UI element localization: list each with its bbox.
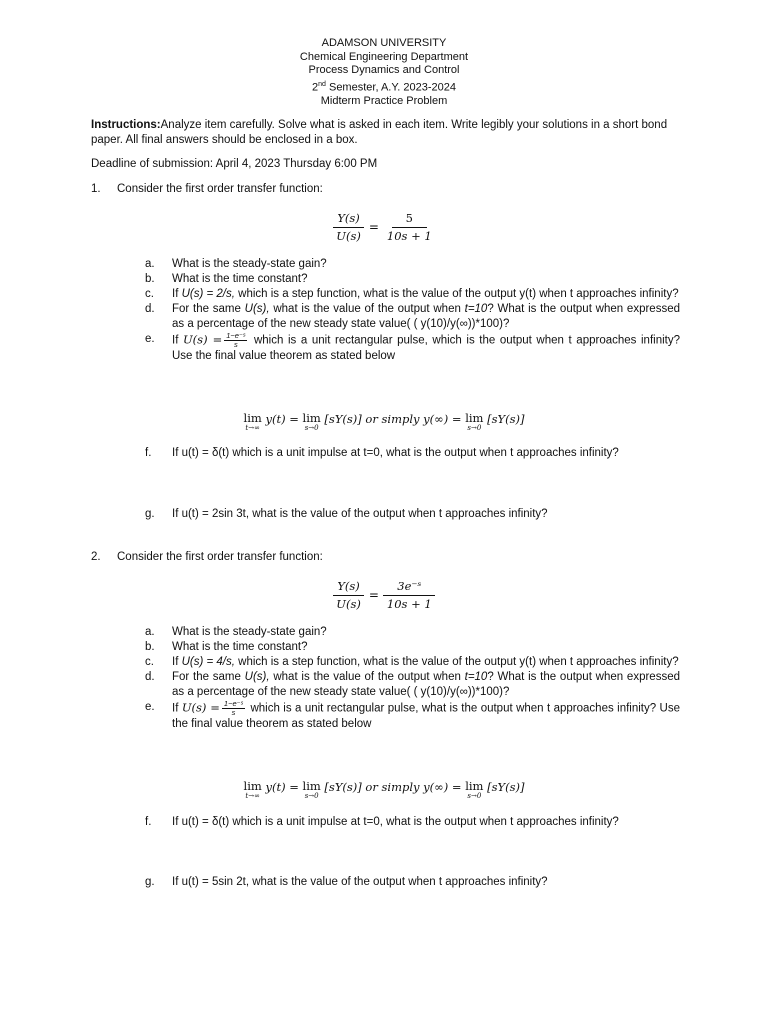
question-1e: e. If U(s) = $\frac{\text{1−e⁻ˢ}}{s}$ which is a unit rectangular pulse, which is the output when t approaches infinity? Use the final value theorem as stated below [145,331,680,362]
question-2d: d. For the same U(s), what is the value of the output when t=10? What is the output when expressed as a percentage of the new steady state value( ( y(10)/y(∞))*100)? [145,671,680,698]
deadline: Deadline of submission: April 4, 2023 Thursday 6:00 PM [91,158,378,170]
question-1d: d. For the same U(s), what is the value of the output when t=10? What is the output when expressed as a percentage of the new steady state value( ( y(10)/y(∞))*100)? [145,303,680,330]
question-1-intro: 1. Consider the first order transfer function: [91,183,323,195]
question-2b: b. What is the time constant? [145,641,308,653]
question-1-transfer-function: $\frac{Y(s)}{U(s)}$ = $\frac{5}{10s + 1}$ [0,211,768,244]
university-name: ADAMSON UNIVERSITY [321,37,447,49]
question-2f: f. If u(t) = δ(t) which is a unit impulse at t=0, what is the output when t approaches infinity? [145,816,619,828]
question-1-items [145,257,680,364]
question-1a: a. What is the steady-state gain? [145,258,327,270]
document-title: Midterm Practice Problem [320,94,448,107]
question-2a: a. What is the steady-state gain? [145,626,327,638]
question-2-intro: 2. Consider the first order transfer function: [91,551,323,563]
question-2-final-value-theorem: lim t→∞ y(t) = lim s→0 [sY(s)] or simply y(∞) = lim s→0 [sY(s)] [243,779,525,800]
question-1b: b. What is the time constant? [145,273,308,285]
course-name: Process Dynamics and Control [308,64,460,76]
question-2g: g. If u(t) = 5sin 2t, what is the value of the output when t approaches infinity? [145,876,548,888]
question-1-final-value-theorem: lim t→∞ y(t) = lim s→0 [sY(s)] or simply y(∞) = lim s→0 [sY(s)] [243,411,525,432]
question-2c: c. If U(s) = 4/s, which is a step function, what is the value of the output y(t) when t approaches infinity? [145,656,679,668]
question-1c: c. If U(s) = 2/s, which is a step function, what is the value of the output y(t) when t approaches infinity? [145,288,679,300]
question-1f: f. If u(t) = δ(t) which is a unit impulse at t=0, what is the output when t approaches infinity? [145,447,619,459]
question-2-transfer-function: $\frac{Y(s)}{U(s)}$ = $\frac{\text{3e⁻ˢ}}{10s + 1}$ [0,579,768,612]
instructions [91,118,691,148]
question-1g: g. If u(t) = 2sin 3t, what is the value of the output when t approaches infinity? [145,508,548,520]
semester-line: 2nd Semester, A.Y. 2023-2024 [312,80,456,94]
question-2e: e. If U(s) = $\frac{\text{1−e⁻ˢ}}{s}$ which is a unit rectangular pulse, what is the output when t approaches infinity? Use the final value theorem as stated below [145,699,680,730]
document-header [0,37,768,108]
department-name: Chemical Engineering Department [299,50,469,63]
instructions-label: Instructions: [91,119,161,131]
question-2-items [145,625,680,732]
instructions-text: Analyze item carefully. Solve what is asked in each item. Write legibly your solutions in a short bond paper. All final answers should be enclosed in a box. [91,119,668,146]
